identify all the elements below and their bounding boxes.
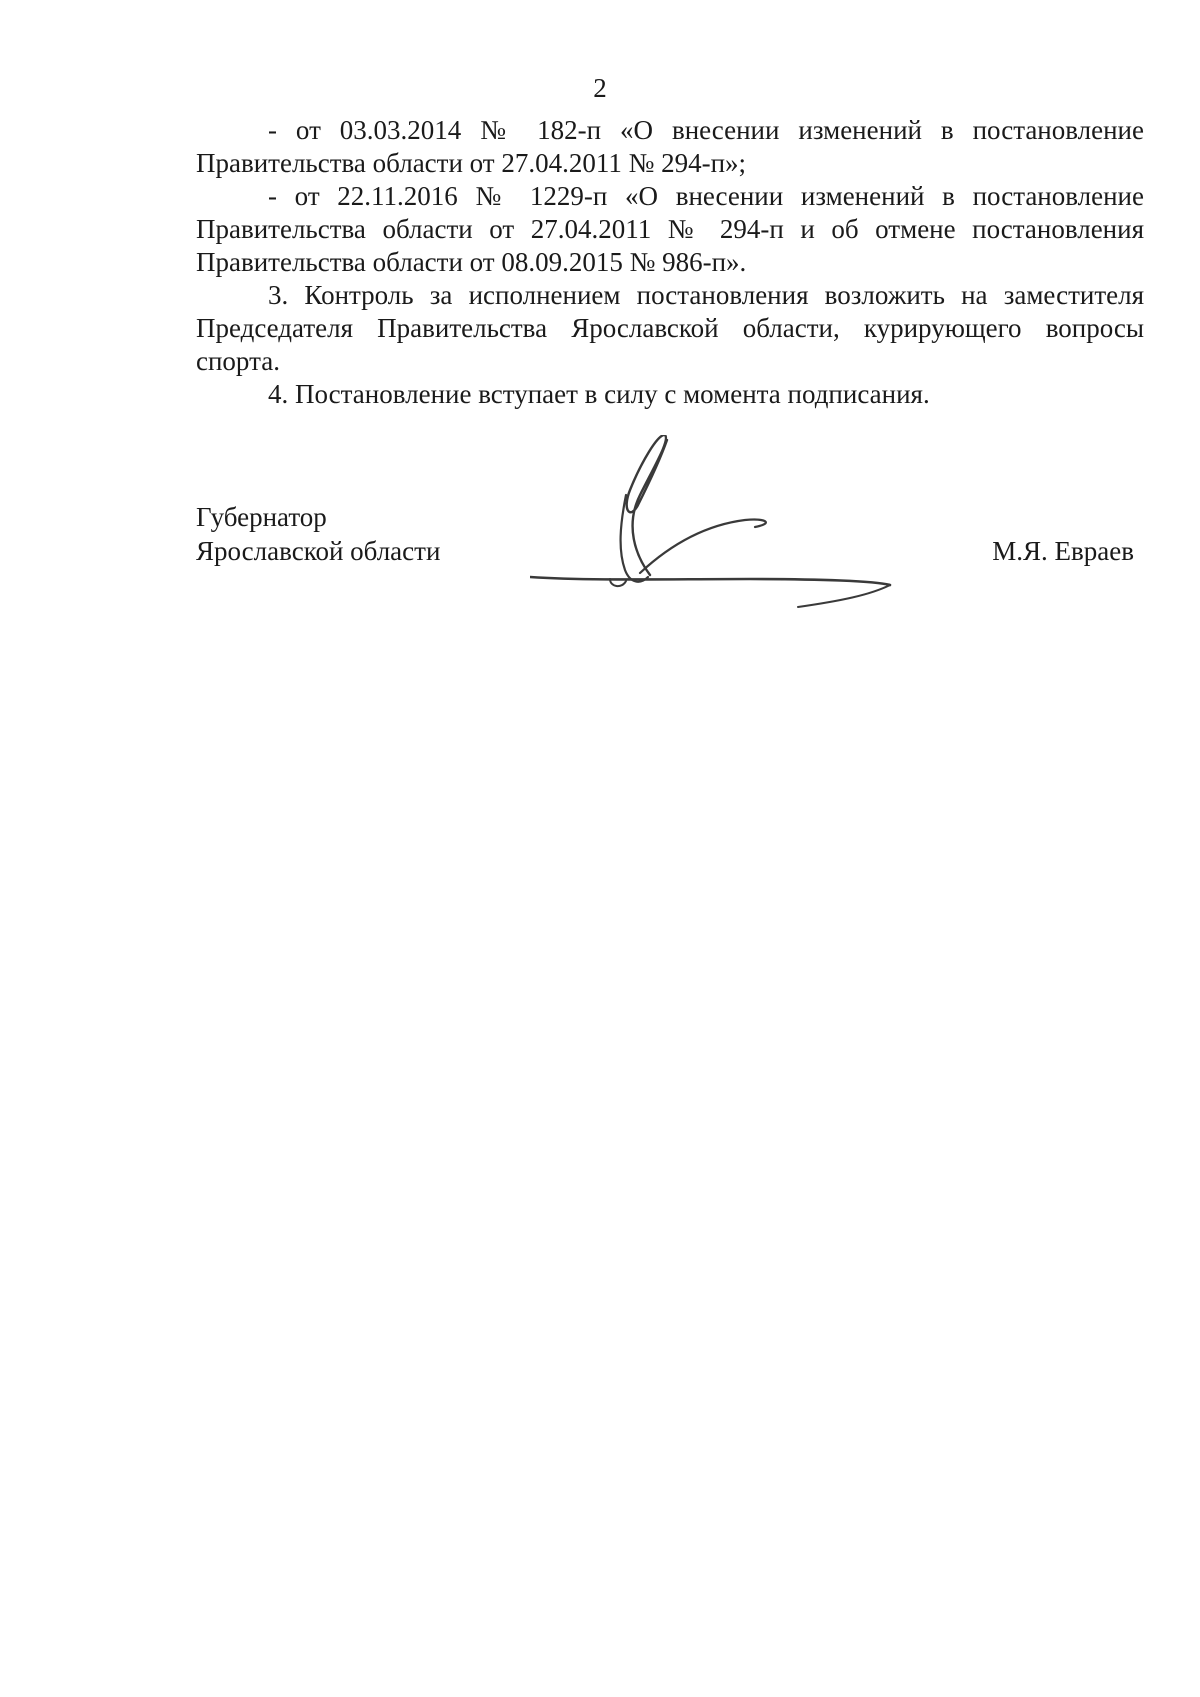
signature-stroke-loop: [627, 435, 667, 575]
paragraph-amendment-2014: - от 03.03.2014 № 182-п «О внесении изменений в постановление Правительства области от 27.04.2011 № 294-п»;: [196, 115, 1144, 178]
signature-stroke-tail: [798, 585, 890, 607]
signer-position-line2: Ярославской области: [196, 536, 441, 566]
signature-stroke-baseline: [530, 577, 890, 585]
paragraph-effective-date: 4. Постановление вступает в силу с момента подписания.: [268, 379, 930, 409]
signer-name: М.Я. Евраев: [992, 536, 1134, 566]
paragraph-amendment-2016: - от 22.11.2016 № 1229-п «О внесении изменений в постановление Правительства области от 27.04.2011 № 294-п и об отмене постановления Правительства области от 08.09.2015 № 986-п».: [196, 181, 1144, 277]
paragraph-control: 3. Контроль за исполнением постановления возложить на заместителя Председателя Правительства Ярославской области, курирующего вопросы спорта.: [196, 280, 1144, 376]
handwritten-signature: [530, 435, 910, 615]
page-number: 2: [593, 73, 607, 103]
signer-position-line1: Губернатор: [196, 502, 327, 532]
document-body: [196, 114, 1144, 411]
signer-position: [196, 500, 440, 568]
signature-stroke-hook: [640, 520, 766, 573]
